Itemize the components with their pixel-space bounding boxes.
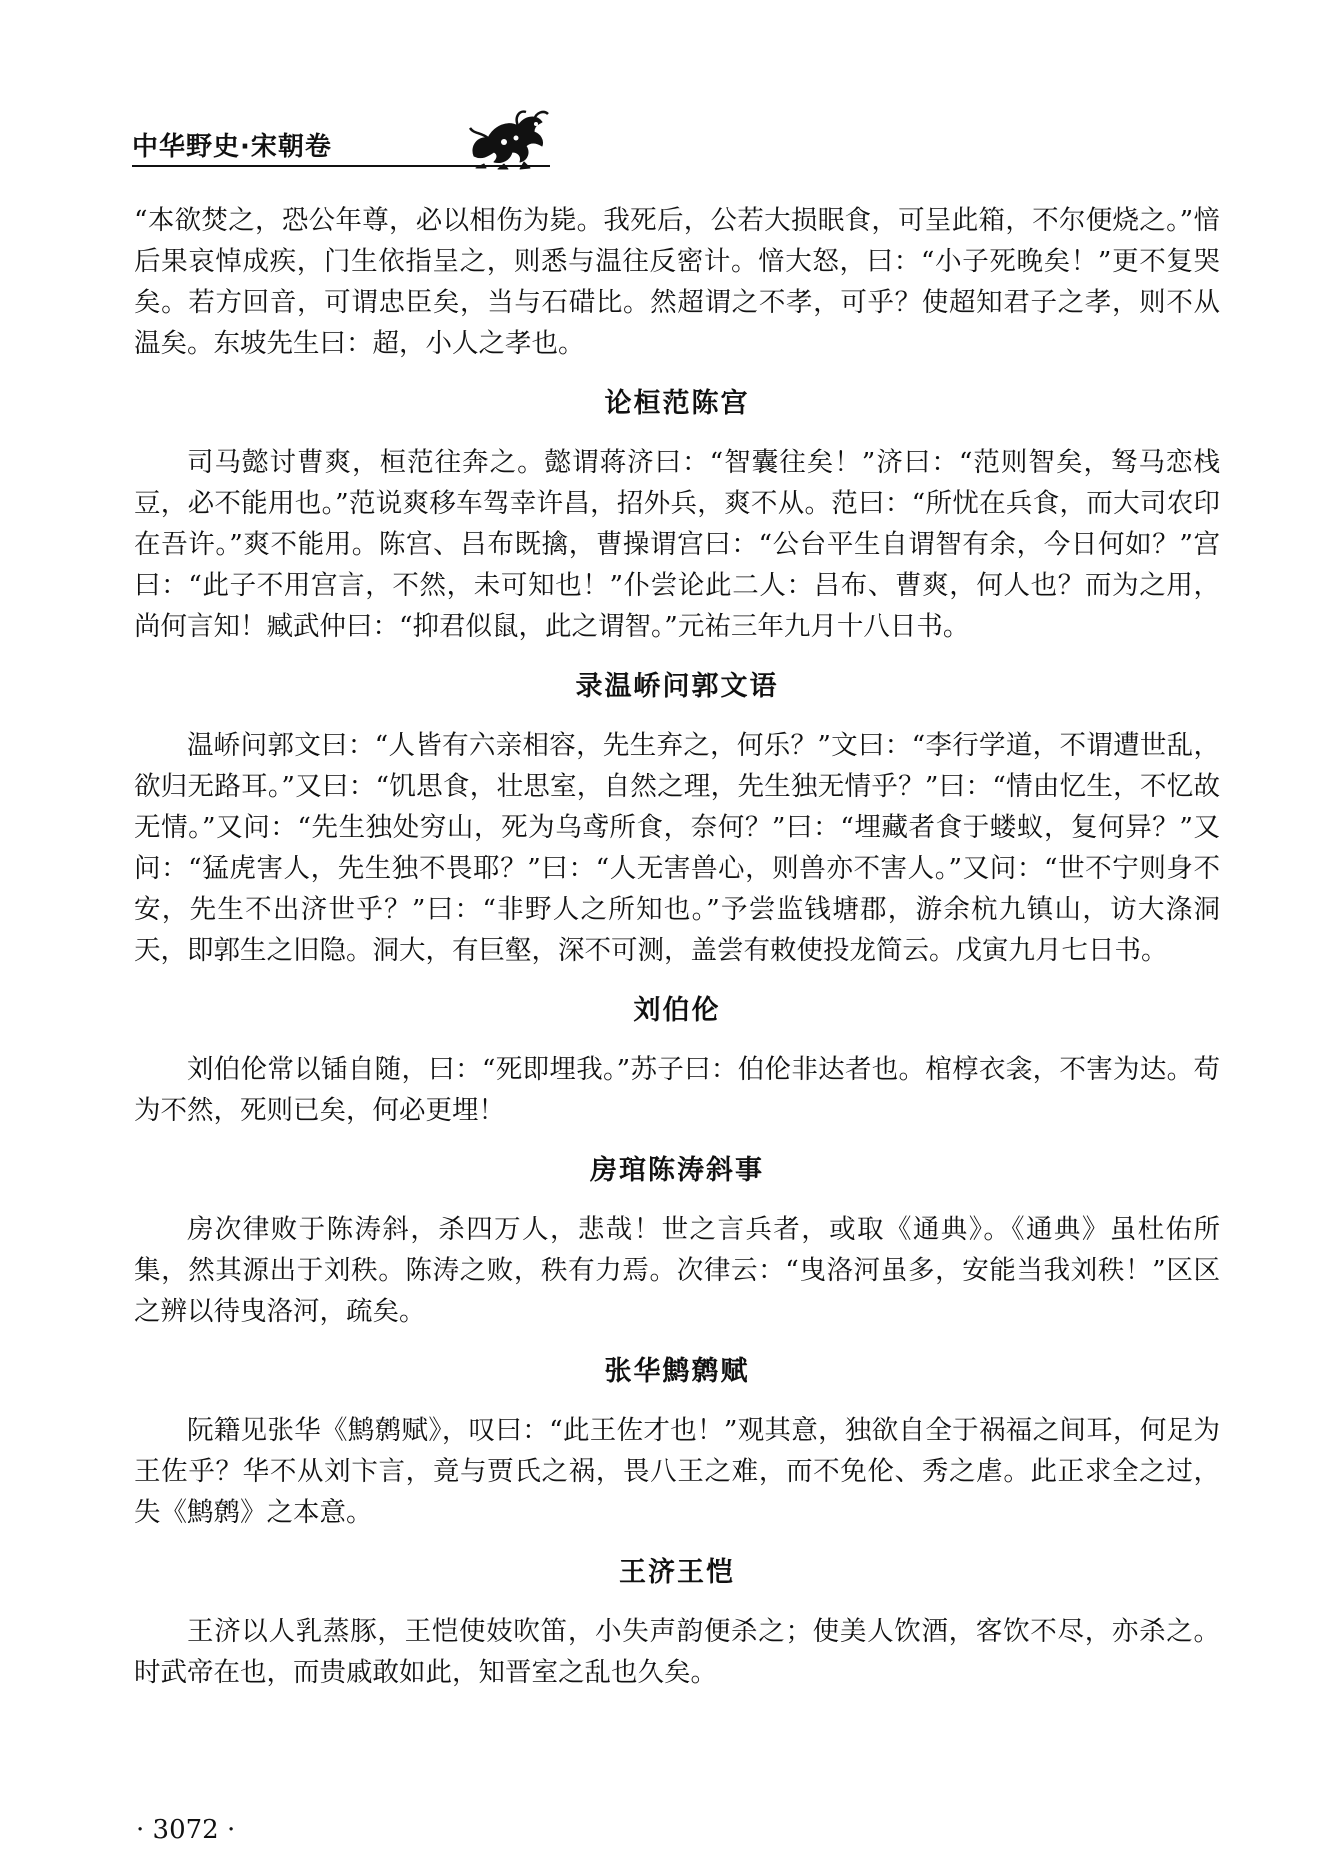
dragon-icon: [464, 106, 550, 170]
section-title: 录温峤问郭文语: [575, 671, 779, 702]
section-title: 王济王恺: [619, 1557, 735, 1588]
section-title: 房琯陈涛斜事: [590, 1155, 764, 1186]
opening-paragraph: “本欲焚之，恐公年尊，必以相伤为毙。我死后，公若大损眠食，可呈此箱，不尔便烧之。”愔后果哀悼成疾，门生依指呈之，则悉与温往反密计。愔大怒，曰：“小子死晚矣！”更不复哭矣。若方回音，可谓忠臣矣，当与石碏比。然超谓之不孝，可乎？使超知君子之孝，则不从温矣。东坡先生曰：超，小人之孝也。: [134, 205, 1220, 359]
book-title: 中华野史·宋朝卷: [132, 132, 332, 162]
section-text: 王济以人乳蒸豚，王恺使妓吹笛，小失声韵便杀之；使美人饮酒，客饮不尽，亦杀之。时武帝在也，而贵戚敢如此，知晋室之乱也久矣。: [134, 1616, 1220, 1688]
page-body: [134, 200, 1220, 1693]
section-title: 张华鹪鹩赋: [604, 1356, 750, 1387]
page-number: · 3072 ·: [136, 1815, 236, 1845]
section-text: 房次律败于陈涛斜，杀四万人，悲哉！世之言兵者，或取《通典》。《通典》虽杜佑所集，然其源出于刘秩。陈涛之败，秩有力焉。次律云：“曳洛河虽多，安能当我刘秩！”区区之辨以待曳洛河，疏矣。: [134, 1214, 1220, 1327]
section-text: 温峤问郭文曰：“人皆有六亲相容，先生弃之，何乐？”文曰：“李行学道，不谓遭世乱，欲归无路耳。”又曰：“饥思食，壮思室，自然之理，先生独无情乎？”曰：“情由忆生，不忆故无情。”又问：“先生独处穷山，死为乌鸢所食，奈何？”曰：“埋藏者食于蝼蚁，复何异？”又问：“猛虎害人，先生独不畏耶？”曰：“人无害兽心，则兽亦不害人。”又问：“世不宁则身不安，先生不出济世乎？”曰：“非野人之所知也。”予尝监钱塘郡，游余杭九镇山，访大涤洞天，即郭生之旧隐。洞大，有巨壑，深不可测，盖尝有敕使投龙简云。戊寅九月七日书。: [134, 730, 1220, 966]
section-text: 刘伯伦常以锸自随，曰：“死即埋我。”苏子曰：伯伦非达者也。棺椁衣衾，不害为达。苟为不然，死则已矣，何必更埋！: [134, 1054, 1220, 1126]
section-text: 司马懿讨曹爽，桓范往奔之。懿谓蒋济曰：“智囊往矣！”济曰：“范则智矣，驽马恋栈豆，必不能用也。”范说爽移车驾幸许昌，招外兵，爽不从。范曰：“所忧在兵食，而大司农印在吾许。”爽不能用。陈宫、吕布既擒，曹操谓宫曰：“公台平生自谓智有余，今日何如？”宫曰：“此子不用宫言，不然，未可知也！”仆尝论此二人：吕布、曹爽，何人也？而为之用，尚何言知！臧武仲曰：“抑君似鼠，此之谓智。”元祐三年九月十八日书。: [134, 447, 1220, 642]
section-title: 论桓范陈宫: [604, 388, 750, 419]
section-text: 阮籍见张华《鹪鹩赋》，叹曰：“此王佐才也！”观其意，独欲自全于祸福之间耳，何足为王佐乎？华不从刘卞言，竟与贾氏之祸，畏八王之难，而不免伦、秀之虐。此正求全之过，失《鹪鹩》之本意。: [134, 1415, 1220, 1528]
section-title: 刘伯伦: [633, 995, 721, 1026]
